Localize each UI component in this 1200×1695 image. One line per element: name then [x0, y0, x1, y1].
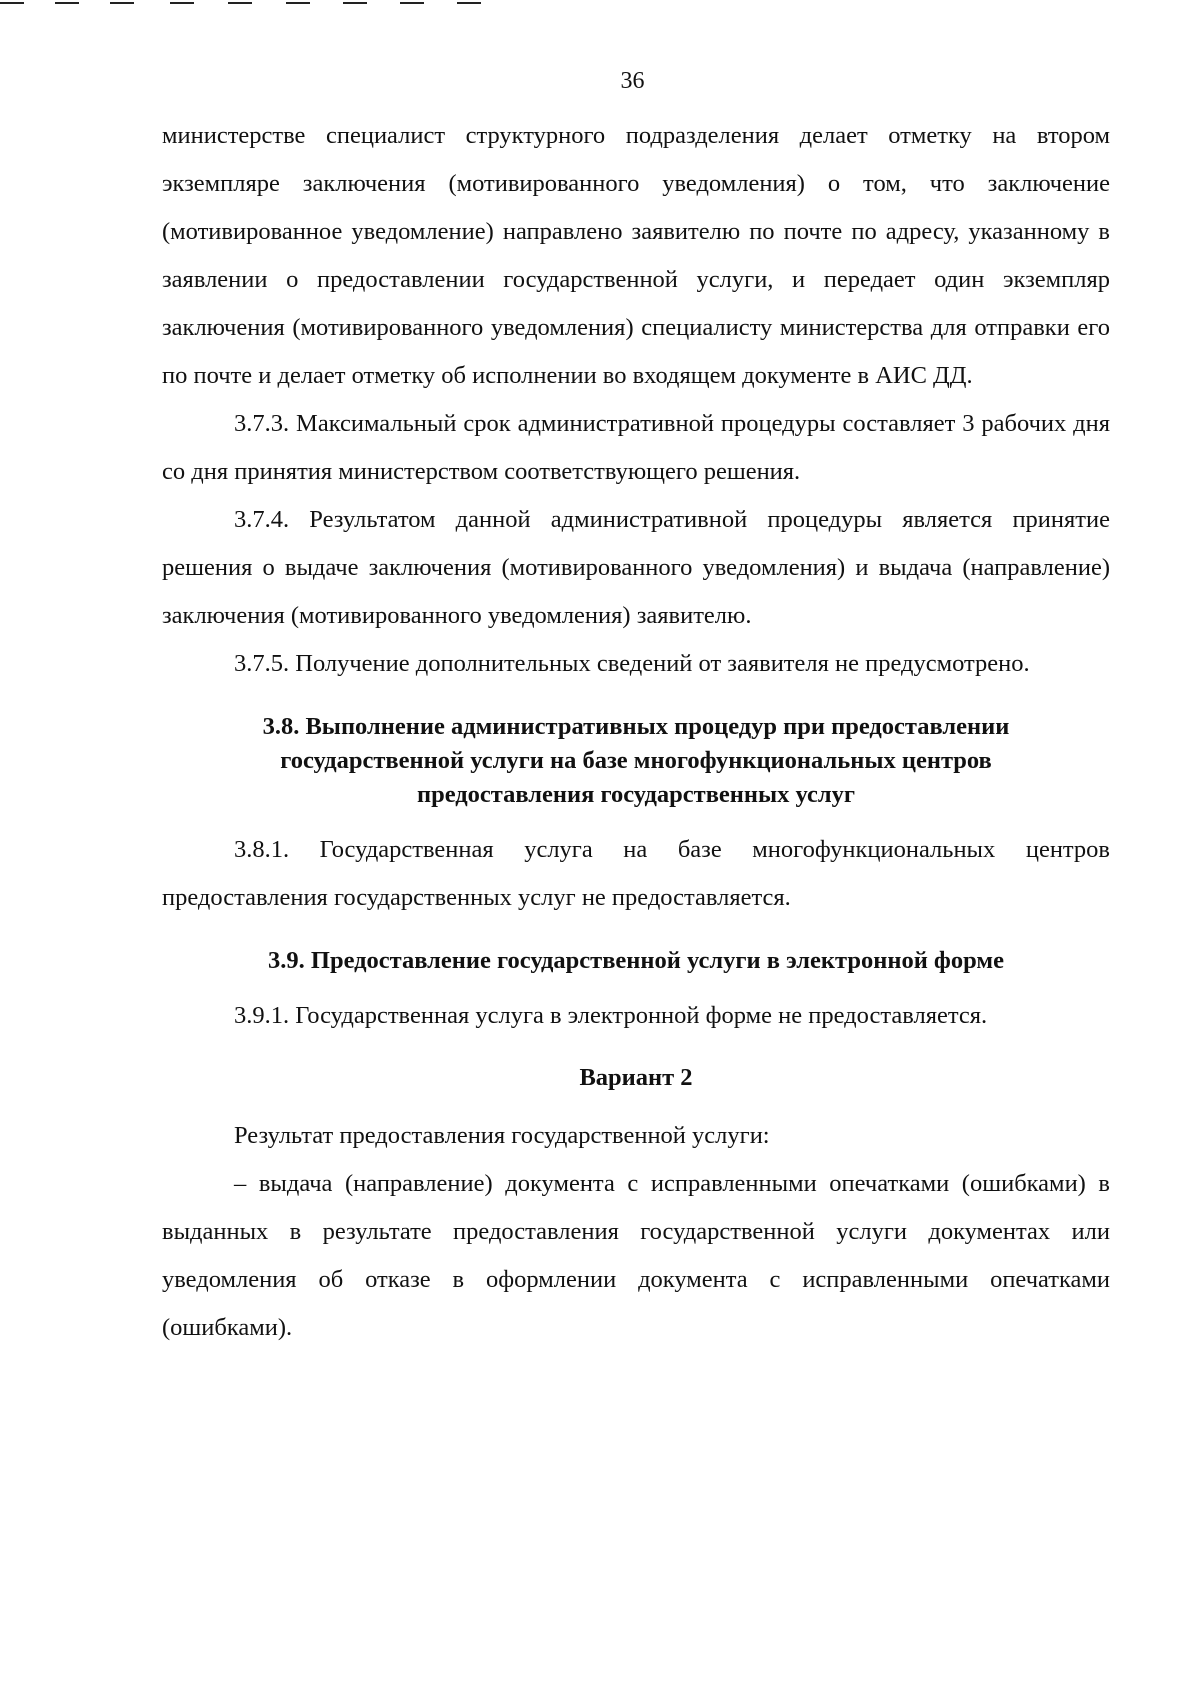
top-dash-line	[0, 0, 540, 6]
result-item: – выдача (направление) документа с исправленными опечатками (ошибками) в выданных в результате предоставления государственной услуги документах или уведомления об отказе в оформлении документа с исправленными опечатками (ошибками).	[162, 1170, 1110, 1341]
dash	[343, 2, 367, 4]
dash	[228, 2, 252, 4]
document-body	[162, 112, 1110, 1352]
dash	[0, 2, 24, 4]
dash	[400, 2, 424, 4]
dash	[170, 2, 194, 4]
page-number: 36	[620, 68, 645, 94]
heading-line: предоставления государственных услуг	[416, 781, 856, 808]
result-label: Результат предоставления государственной услуги:	[234, 1122, 770, 1149]
paragraph-3-9-1: 3.9.1. Государственная услуга в электронной форме не предоставляется.	[234, 1002, 988, 1029]
paragraph-3-7-4: 3.7.4. Результатом данной административной процедуры является принятие решения о выдаче заключения (мотивированного уведомления) и выдача (направление) заключения (мотивированного уведомления) заявителю.	[162, 506, 1110, 629]
section-3-8-heading	[162, 710, 1110, 812]
dash	[286, 2, 310, 4]
dash	[110, 2, 134, 4]
heading-line: государственной услуги на базе многофункциональных центров	[280, 747, 992, 774]
dash	[457, 2, 481, 4]
dash	[55, 2, 79, 4]
section-3-9-heading: 3.9. Предоставление государственной услуги в электронной форме	[268, 947, 1004, 974]
paragraph-3-8-1: 3.8.1. Государственная услуга на базе многофункциональных центров предоставления государственных услуг не предоставляется.	[162, 836, 1110, 911]
paragraph-continuation: министерстве специалист структурного подразделения делает отметку на втором экземпляре заключения (мотивированного уведомления) о том, что заключение (мотивированное уведомление) направлено заявителю по почте по адресу, указанному в заявлении о предоставлении государственной услуги, и передает один экземпляр заключения (мотивированного уведомления) специалисту министерства для отправки его по почте и делает отметку об исполнении во входящем документе в АИС ДД.	[162, 122, 1110, 389]
variant-title: Вариант 2	[579, 1064, 693, 1091]
heading-line: 3.8. Выполнение административных процедур при предоставлении	[262, 713, 1010, 740]
paragraph-3-7-5: 3.7.5. Получение дополнительных сведений от заявителя не предусмотрено.	[234, 650, 1030, 677]
paragraph-3-7-3: 3.7.3. Максимальный срок административной процедуры составляет 3 рабочих дня со дня принятия министерством соответствующего решения.	[162, 410, 1110, 485]
